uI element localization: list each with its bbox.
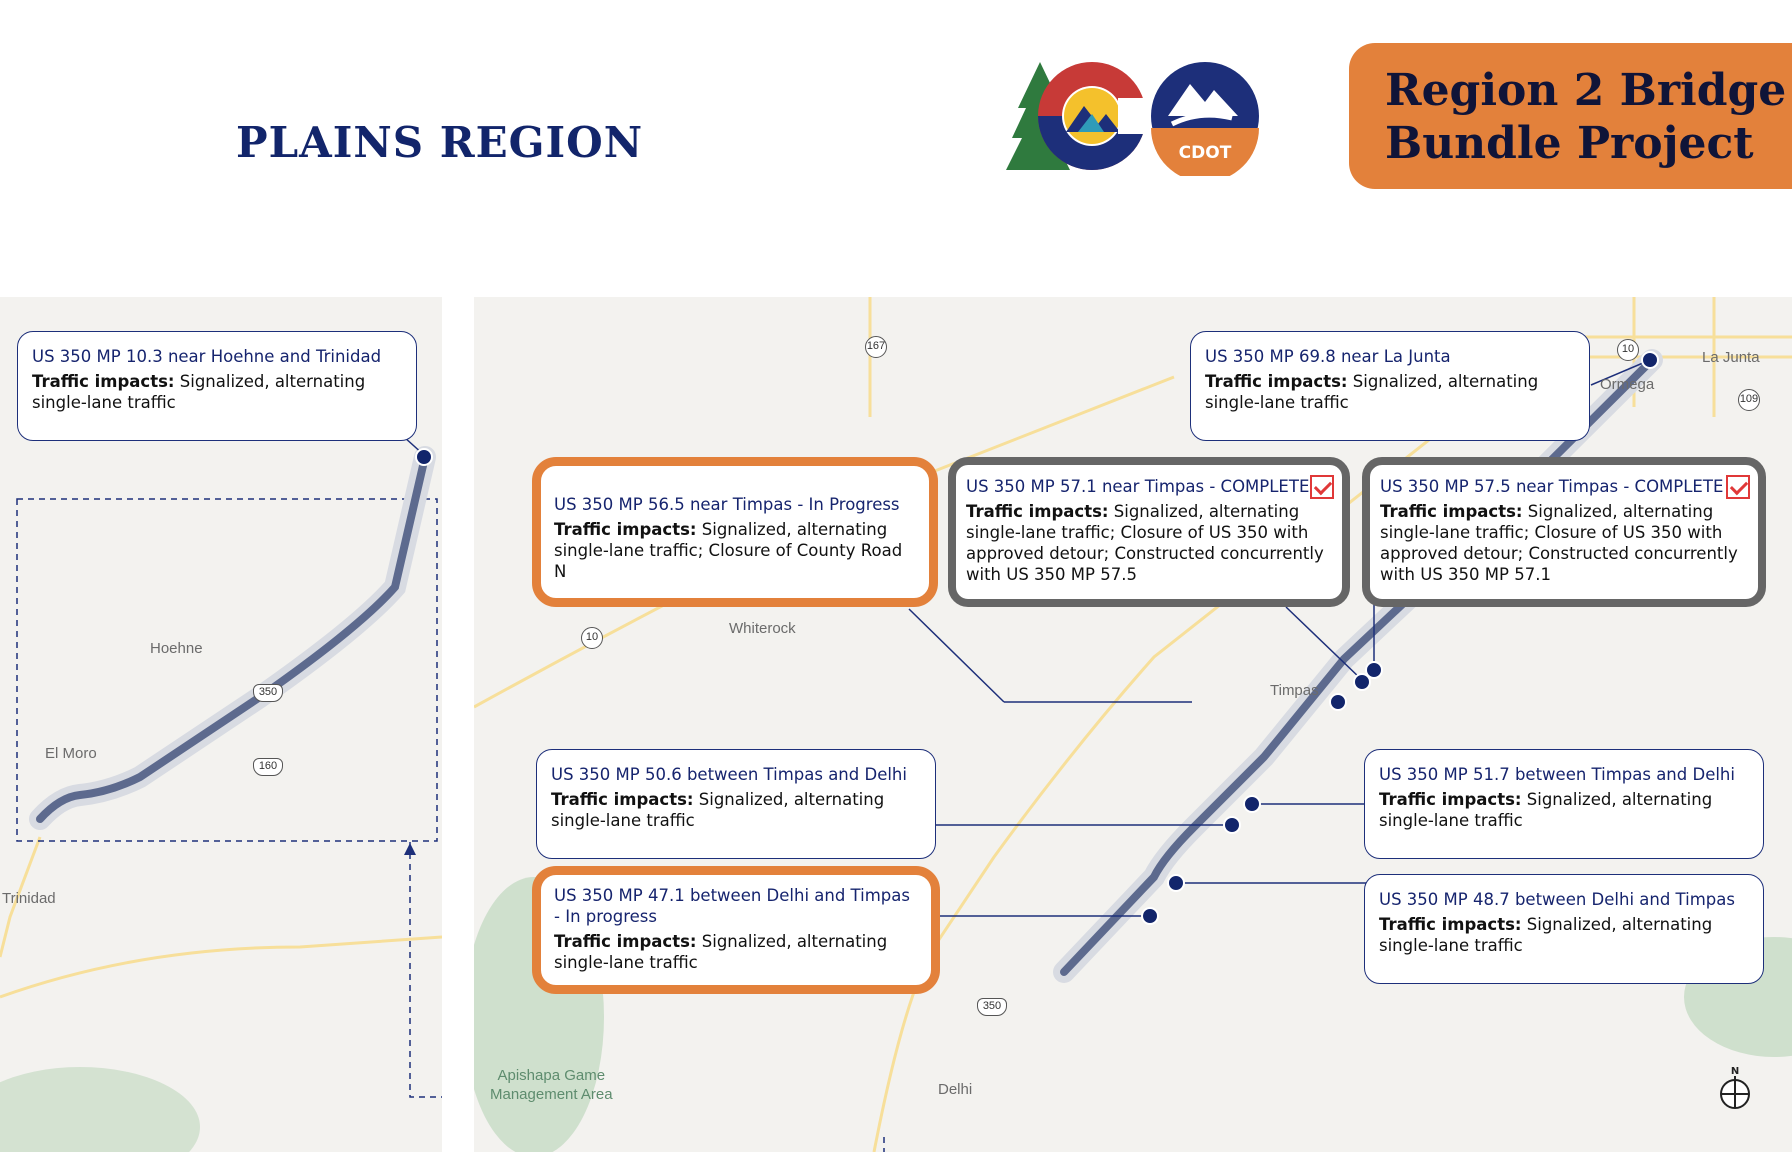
route-shield: 109: [1738, 389, 1760, 411]
us160-shield: 160: [253, 758, 283, 776]
us350-shield: 350: [253, 684, 283, 702]
callout-title: US 350 MP 56.5 near Timpas - In Progress: [554, 495, 900, 514]
complete-check-icon: [1726, 475, 1750, 499]
place-label: La Junta: [1702, 349, 1760, 366]
callout-title: US 350 MP 57.1 near Timpas - COMPLETE: [966, 477, 1310, 496]
callout-body: Traffic impacts: Signalized, alternating single-lane traffic: [1379, 915, 1713, 955]
bridge-callout-mp-57-1[interactable]: [948, 457, 1350, 607]
place-label: Ormega: [1600, 376, 1655, 393]
bridge-marker: [1168, 875, 1184, 891]
callout-title: US 350 MP 10.3 near Hoehne and Trinidad: [32, 347, 382, 366]
route-shield: 10: [581, 627, 603, 649]
bridge-callout-mp-69-8[interactable]: [1190, 331, 1590, 441]
bridge-marker: [1366, 662, 1382, 678]
project-title-line2: Bundle Project: [1385, 118, 1754, 169]
page-title: PLAINS REGION: [236, 118, 644, 167]
callout-title: US 350 MP 50.6 between Timpas and Delhi: [551, 765, 907, 784]
callout-body: Traffic impacts: Signalized, alternating single-lane traffic: [1379, 790, 1713, 830]
bridge-marker: [1142, 908, 1158, 924]
place-label: Whiterock: [729, 620, 796, 637]
callout-title: US 350 MP 51.7 between Timpas and Delhi: [1379, 765, 1735, 784]
bridge-marker: [416, 449, 432, 465]
place-label: Hoehne: [150, 640, 203, 657]
bridge-marker: [1354, 674, 1370, 690]
cdot-logo: [1000, 58, 1262, 176]
map-panel-right[interactable]: [474, 297, 1792, 1152]
bridge-callout-mp-47-1[interactable]: [532, 866, 940, 994]
place-label: Timpas: [1270, 682, 1319, 699]
callout-body: Traffic impacts: Signalized, alternating single-lane traffic: [554, 932, 888, 972]
callout-title: US 350 MP 47.1 between Delhi and Timpas - In progress: [554, 886, 910, 926]
place-label: El Moro: [45, 745, 97, 762]
callout-body: Traffic impacts: Signalized, alternating single-lane traffic; Closure of US 350 with approved detour; Constructed concurrently with US 350 MP 57.5: [966, 502, 1324, 584]
svg-text:CDOT: CDOT: [1178, 143, 1232, 163]
bridge-callout-mp-48-7[interactable]: [1364, 874, 1764, 984]
bridge-callout-mp-10-3[interactable]: [17, 331, 417, 441]
complete-check-icon: [1310, 475, 1334, 499]
callout-title: US 350 MP 57.5 near Timpas - COMPLETE: [1380, 477, 1724, 496]
callout-body: Traffic impacts: Signalized, alternating single-lane traffic: [1205, 372, 1539, 412]
bridge-marker: [1642, 352, 1658, 368]
callout-body: Traffic impacts: Signalized, alternating single-lane traffic: [551, 790, 885, 830]
project-title-line1: Region 2 Bridge: [1385, 65, 1787, 116]
route-shield: 167: [865, 336, 887, 358]
place-label: Delhi: [938, 1081, 973, 1098]
bridge-callout-mp-51-7[interactable]: [1364, 749, 1764, 859]
bridge-callout-mp-50-6[interactable]: [536, 749, 936, 859]
callout-title: US 350 MP 48.7 between Delhi and Timpas: [1379, 890, 1735, 909]
us350-shield: 350: [977, 998, 1007, 1016]
north-arrow-icon: [1719, 1064, 1751, 1112]
callout-title: US 350 MP 69.8 near La Junta: [1205, 347, 1451, 366]
us350-route: [40, 457, 425, 819]
place-label: Apishapa Game Management Area: [490, 1067, 613, 1103]
callout-body: Traffic impacts: Signalized, alternating single-lane traffic; Closure of US 350 with approved detour; Constructed concurrently with US 350 MP 57.1: [1380, 502, 1738, 584]
callout-body: Traffic impacts: Signalized, alternating single-lane traffic; Closure of County Road N: [554, 520, 903, 581]
map-right-canvas: [474, 297, 1792, 1152]
bridge-callout-mp-57-5[interactable]: [1362, 457, 1766, 607]
callout-body: Traffic impacts: Signalized, alternating single-lane traffic: [32, 372, 366, 412]
bridge-marker: [1224, 817, 1240, 833]
project-title-banner: [1349, 43, 1792, 189]
route-shield: 10: [1617, 339, 1639, 361]
bridge-marker: [1244, 796, 1260, 812]
bridge-marker: [1330, 694, 1346, 710]
svg-text:N: N: [1730, 1066, 1740, 1077]
place-label: Trinidad: [2, 890, 56, 907]
bridge-callout-mp-56-5[interactable]: [532, 457, 938, 607]
